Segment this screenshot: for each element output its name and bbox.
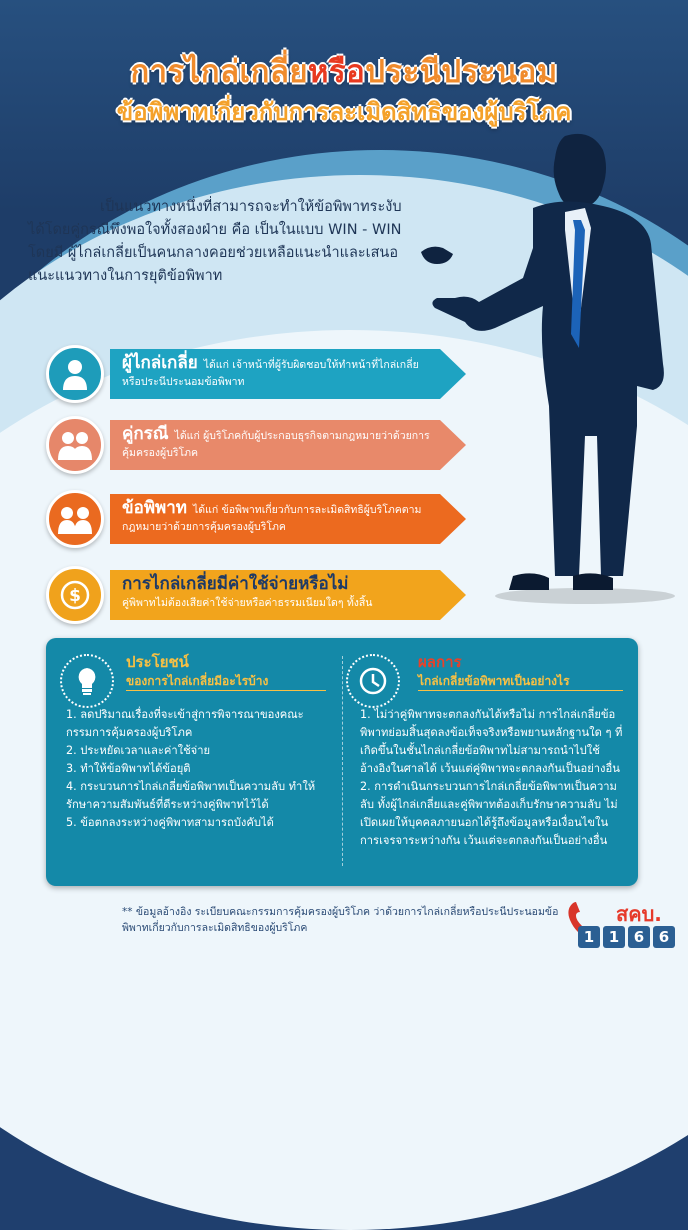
row-text: ได้แก่ ข้อพิพาทเกี่ยวกับการละเมิดสิทธิผู้บริโภคตามกฎหมายว่าด้วยการคุ้มครองผู้บริโภค (122, 504, 422, 533)
hotline-digit: 6 (628, 926, 650, 948)
intro-paragraph: เป็นแนวทางหนึ่งที่สามารถจะทำให้ข้อพิพาทระงับได้โดยคู่กรณีพึงพอใจทั้งสองฝ่าย คือ เป็นในแบบ WIN - WIN โดยมี ผู้ไกล่เกลี่ยเป็นคนกลางคอยช่วยเหลือแนะนำและเสนอแนะแนวทางในการยุติข้อพิพาท (28, 199, 402, 284)
mediator-icon (46, 345, 104, 403)
parties-icon (46, 416, 104, 474)
list-item: 5. ข้อตกลงระหว่างคู่พิพาทสามารถบังคับได้ (66, 816, 274, 829)
row-mediator (46, 345, 466, 403)
hotline-digit: 1 (603, 926, 625, 948)
lightbulb-icon (60, 654, 114, 708)
hotline-digit: 1 (578, 926, 600, 948)
list-item: 4. กระบวนการไกล่เกลี่ยข้อพิพาทเป็นความลับ ทำให้รักษาความสัมพันธ์ที่ดีระหว่างคู่พิพาทไว้ได้ (66, 780, 316, 811)
row-text: ได้แก่ เจ้าหน้าที่ผู้รับผิดชอบให้ทำหน้าที่ไกล่เกลี่ยหรือประนีประนอมข้อพิพาท (122, 359, 419, 388)
row-dispute (46, 490, 466, 548)
list-item: 2. ประหยัดเวลาและค่าใช้จ่าย (66, 744, 211, 757)
results-subtitle: ไกล่เกลี่ยข้อพิพาทเป็นอย่างไร (418, 674, 570, 688)
footnote: ** ข้อมูลอ้างอิง ระเบียบคณะกรรมการคุ้มครองผู้บริโภค ว่าด้วยการไกล่เกลี่ยหรือประนีประนอมข้อพิพาทเกี่ยวกับการละเมิดสิทธิของผู้บริโภค (122, 906, 559, 934)
benefits-list (66, 706, 328, 832)
row-heading: คู่กรณี (122, 424, 169, 444)
ocpb-logo (566, 896, 676, 952)
row-text: ได้แก่ ผู้บริโภคกับผู้ประกอบธุรกิจตามกฎหมายว่าด้วยการคุ้มครองผู้บริโภค (122, 430, 430, 459)
row-heading: ข้อพิพาท (122, 498, 187, 518)
dispute-icon (46, 490, 104, 548)
list-item: 1. ลดปริมาณเรื่องที่จะเข้าสู่การพิจารณาของคณะกรรมการคุ้มครองผู้บริโภค (66, 708, 304, 739)
row-heading: การไกล่เกลี่ยมีค่าใช้จ่ายหรือไม่ (122, 574, 349, 594)
svg-text:$: $ (69, 586, 81, 606)
row-band (110, 570, 466, 620)
row-band (110, 494, 466, 544)
benefits-title: ประโยชน์ (126, 653, 189, 671)
logo-name: สคบ. (616, 902, 662, 926)
row-parties (46, 416, 466, 474)
results-title: ผลการ (418, 653, 462, 671)
panel-divider (342, 656, 343, 866)
list-item: 2. การดำเนินกระบวนการไกล่เกลี่ยข้อพิพาทเป็นความลับ ทั้งผู้ไกล่เกลี่ยและคู่พิพาทต้องเก็บรักษาความลับ ไม่เปิดเผยให้บุคคลภายนอกได้รู้ถึงข้อมูลหรือเงื่อนไขในการเจรจาระหว่างกัน เว้นแต่จะตกลงกันเป็นอย่างอื่น (360, 780, 618, 847)
list-item: 3. ทำให้ข้อพิพาทได้ข้อยุติ (66, 762, 191, 775)
page-subtitle: ข้อพิพาทเกี่ยวกับการละเมิดสิทธิของผู้บริโภค (116, 98, 572, 126)
row-band (110, 349, 466, 399)
hotline-digit: 6 (653, 926, 675, 948)
row-text: คู่พิพาทไม่ต้องเสียค่าใช้จ่ายหรือค่าธรรมเนียมใดๆ ทั้งสิ้น (122, 597, 373, 609)
row-band (110, 420, 466, 470)
hotline-number (578, 926, 675, 948)
benefits-underline (126, 690, 326, 691)
results-underline (418, 690, 623, 691)
page-title: การไกล่เกลี่ยหรือประนีประนอม (130, 54, 558, 90)
row-cost (46, 566, 466, 624)
clock-icon (346, 654, 400, 708)
list-item: 1. ไม่ว่าคู่พิพาทจะตกลงกันได้หรือไม่ การไกล่เกลี่ยข้อพิพาทย่อมสิ้นสุดลงข้อเท็จจริงหรือพยานหลักฐานใด ๆ ที่เกิดขึ้นในชั้นไกล่เกลี่ยข้อพิพาทไม่สามารถนำไปใช้อ้างอิงในศาลได้ เว้นแต่คู่พิพาทจะตกลงกันเป็นอย่างอื่น (360, 708, 623, 775)
results-list (360, 706, 626, 850)
dollar-icon (46, 566, 104, 624)
info-panel (46, 638, 638, 886)
benefits-subtitle: ของการไกล่เกลี่ยมีอะไรบ้าง (126, 674, 269, 688)
row-heading: ผู้ไกล่เกลี่ย (122, 353, 198, 373)
